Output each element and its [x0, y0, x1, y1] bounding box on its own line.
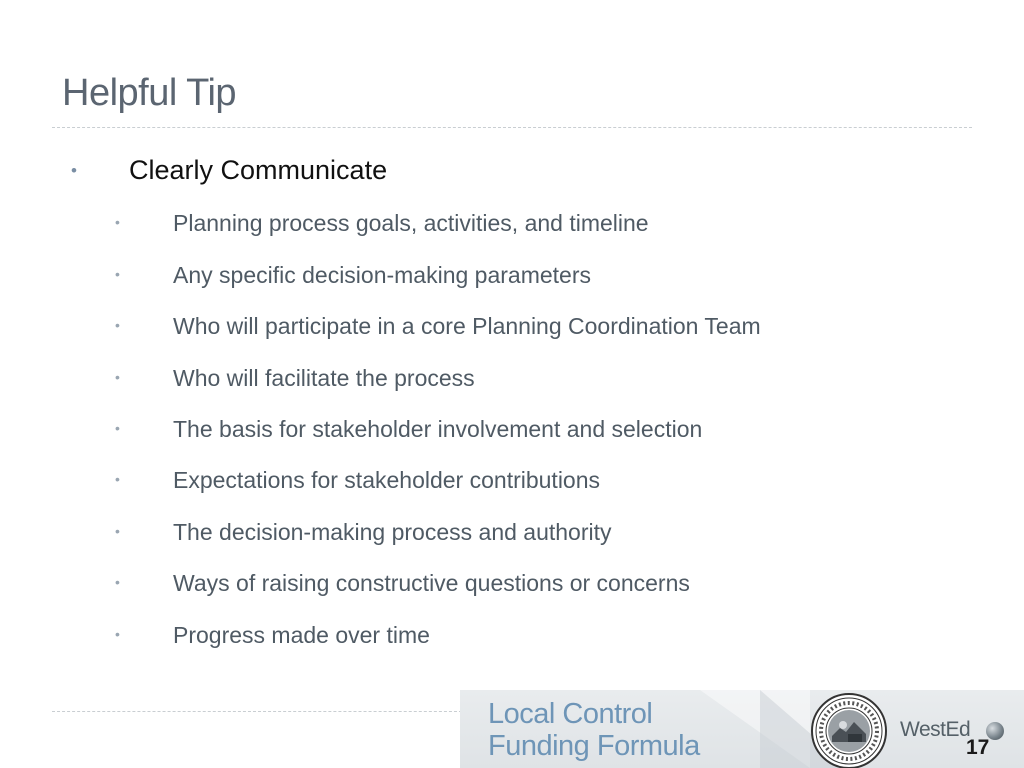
bullet-dot-icon: • [115, 266, 120, 282]
sub-bullet-text: Who will facilitate the process [173, 365, 475, 391]
bullet-dot-icon: • [71, 161, 77, 180]
main-bullet [0, 155, 1024, 191]
sub-bullet-text: Ways of raising constructive questions or concerns [173, 570, 690, 596]
lcff-logo-line2: Funding Formula [488, 730, 700, 762]
lcff-logo-line1: Local Control [488, 698, 653, 730]
sub-bullet [0, 262, 1024, 294]
wested-logo: WestEd [900, 718, 971, 741]
sub-bullet [0, 570, 1024, 602]
sub-bullet [0, 365, 1024, 397]
bullet-dot-icon: • [115, 574, 120, 590]
bullet-dot-icon: • [115, 523, 120, 539]
main-bullet-text: Clearly Communicate [129, 155, 388, 185]
bullet-dot-icon: • [115, 471, 120, 487]
bullet-dot-icon: • [115, 369, 120, 385]
page-number: 17 [966, 736, 990, 759]
lcff-logo [488, 698, 700, 762]
sub-bullet-text: Any specific decision-making parameters [173, 262, 592, 288]
state-board-seal-icon [810, 692, 888, 768]
bullet-dot-icon: • [115, 626, 120, 642]
sub-bullet-text: The decision-making process and authority [173, 519, 612, 545]
sub-bullet [0, 467, 1024, 499]
sub-bullet [0, 313, 1024, 345]
sub-bullet [0, 622, 1024, 654]
sub-bullet [0, 210, 1024, 242]
sub-bullet-text: Planning process goals, activities, and timeline [173, 210, 649, 236]
title-divider [52, 127, 972, 128]
bullet-dot-icon: • [115, 420, 120, 436]
bullet-dot-icon: • [115, 317, 120, 333]
bullet-dot-icon: • [115, 214, 120, 230]
footer-banner [460, 690, 1024, 768]
slide-title: Helpful Tip [62, 72, 237, 114]
sub-bullet-text: Progress made over time [173, 622, 430, 648]
sub-bullet [0, 519, 1024, 551]
footer-divider [52, 711, 462, 712]
sub-bullet-text: Who will participate in a core Planning Coordination Team [173, 313, 761, 339]
sub-bullet-text: Expectations for stakeholder contributions [173, 467, 601, 493]
sub-bullet-text: The basis for stakeholder involvement and selection [173, 416, 703, 442]
sub-bullet [0, 416, 1024, 448]
